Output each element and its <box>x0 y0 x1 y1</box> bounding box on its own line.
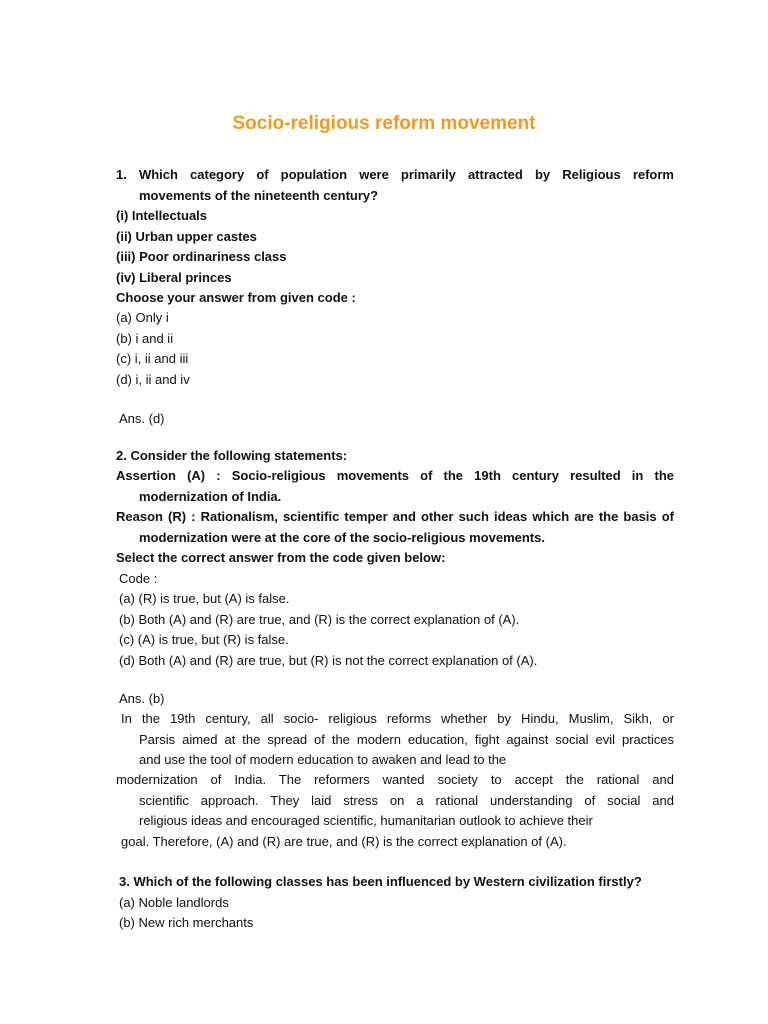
q2-assertion-line1: Assertion (A) : Socio-religious movements of the 19th century resulted in the <box>116 468 674 483</box>
q2-explanation-line: In the 19th century, all socio- religious reforms whether by Hindu, Muslim, Sikh, or <box>121 711 674 726</box>
page-title: Socio-religious reform movement <box>232 113 536 134</box>
q3-question: 3. Which of the following classes has been influenced by Western civilization firstly? <box>119 874 642 889</box>
q2-explanation-line: scientific approach. They laid stress on a rational understanding of social and <box>139 793 674 808</box>
q2-option: (d) Both (A) and (R) are true, but (R) is not the correct explanation of (A). <box>119 653 538 668</box>
q2-explanation-line: Parsis aimed at the spread of the modern education, fight against social evil practices <box>139 732 674 747</box>
q1-item: (iv) Liberal princes <box>116 270 232 285</box>
q1-answer: Ans. (d) <box>119 411 165 426</box>
q1-prompt: Choose your answer from given code : <box>116 290 356 305</box>
q1-question-line1: 1. Which category of population were primarily attracted by Religious reform <box>116 167 674 182</box>
q1-option: (b) i and ii <box>116 331 174 346</box>
q1-option: (a) Only i <box>116 310 169 325</box>
q2-option: (b) Both (A) and (R) are true, and (R) is the correct explanation of (A). <box>119 612 520 627</box>
q1-option: (d) i, ii and iv <box>116 372 190 387</box>
q2-code-label: Code : <box>119 571 158 586</box>
q2-assertion-line2: modernization of India. <box>139 489 282 504</box>
q2-reason-line2: modernization were at the core of the socio-religious movements. <box>139 530 545 545</box>
q3-option: (a) Noble landlords <box>119 895 229 910</box>
q2-explanation-line: goal. Therefore, (A) and (R) are true, and (R) is the correct explanation of (A). <box>121 834 567 849</box>
q1-item: (i) Intellectuals <box>116 208 208 223</box>
q1-option: (c) i, ii and iii <box>116 351 189 366</box>
q2-option: (a) (R) is true, but (A) is false. <box>119 591 290 606</box>
q2-reason-line1: Reason (R) : Rationalism, scientific temper and other such ideas which are the basis of <box>116 509 674 524</box>
q2-answer: Ans. (b) <box>119 691 165 706</box>
q3-option: (b) New rich merchants <box>119 915 254 930</box>
q2-option: (c) (A) is true, but (R) is false. <box>119 632 289 647</box>
q2-explanation-line: and use the tool of modern education to awaken and lead to the <box>139 752 507 767</box>
q1-item: (ii) Urban upper castes <box>116 229 257 244</box>
q1-item: (iii) Poor ordinariness class <box>116 249 287 264</box>
q2-explanation-line: modernization of India. The reformers wanted society to accept the rational and <box>116 772 674 787</box>
q1-question-line2: movements of the nineteenth century? <box>139 188 379 203</box>
q2-intro: 2. Consider the following statements: <box>116 448 348 463</box>
q2-explanation-line: religious ideas and encouraged scientific, humanitarian outlook to achieve their <box>139 813 593 828</box>
q2-prompt: Select the correct answer from the code given below: <box>116 550 446 565</box>
